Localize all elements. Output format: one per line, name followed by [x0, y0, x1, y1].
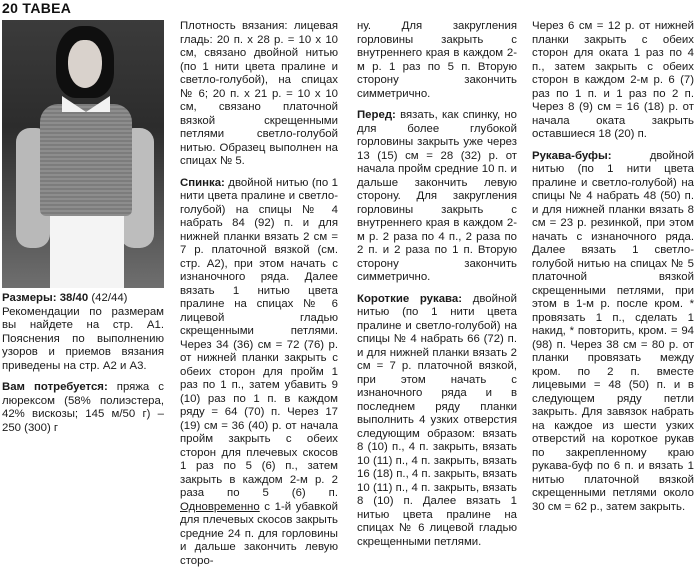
materials-label: Вам потребуется:: [2, 381, 108, 393]
puff-heading: Рукава-буфы:: [532, 149, 612, 162]
trousers: [50, 216, 124, 288]
sizes-alt: (42/44): [88, 292, 128, 304]
column-4: [532, 20, 694, 522]
sizes-text: Рекомендации по размерам вы найдете на стр. А1. Пояснения по выполнению узоров и приемов вязания приведены на стр. А2 и А3.: [2, 305, 164, 372]
back-heading: Спинка:: [180, 176, 225, 189]
sweater: [40, 104, 132, 216]
density-paragraph: Плотность вязания: лицевая гладь: 20 п. x 28 р. = 10 x 10 см, связано двойной нитью (по 1 нити цвета пралине и светло-голубой), на спицах № 6; 20 п. x 21 р. = 10 x 10 см, связано платочной вязкой скрещенными петлями светло-голубой нитью. Образец выполнен на спицах № 5.: [180, 20, 338, 167]
puff-text: двойной нитью (по 1 нити цвета пралине и светло-голубой) на спицы № 4 набрать 48 (50) п. и для нижней планки вязать 8 см = 23 р. резинкой, при этом начать с изнаночного ряда. Далее вязать 1 светло-голубой нитью на спицах № 5 платочной вязкой скрещенными петлями, при этом в 1-м р. после кром. * провязать 1 п., сделать 1 накид, * повторить, кром. = 94 (98) п. Через 38 см = 80 р. от планки провязать между кром. по 2 п. вместе лицевыми = 48 (50) п. и в следующем ряду петли закрыть. Для завязок набрать на каждое из шести узких отверстий на короткое рукав по закрепленному краю рукава-буф по 6 п. и вязать 1 нитью платочной вязкой скрещенными петлями около 30 см = 62 р., затем закрыть.: [532, 149, 694, 513]
puff-paragraph: [532, 150, 694, 515]
column-3: [357, 20, 517, 557]
front-paragraph: [357, 109, 517, 285]
model-photo: [2, 20, 164, 288]
column-1: [2, 292, 164, 443]
face: [68, 40, 102, 88]
back-paragraph: [180, 177, 338, 569]
materials-text: пряжа с люрексом (58% полиэстера, 42% вискозы; 145 м/50 г) – 250 (300) г: [2, 381, 164, 434]
back-end: с 1-й убавкой для плечевых скосов закрыть средние 24 п. для горловины и дальше закончить левую сторо-: [180, 500, 338, 567]
front-heading: Перед:: [357, 109, 396, 121]
column-2: [180, 20, 338, 576]
back-text: двойной нитью (по 1 нити цвета пралине и светло-голубой) на спицы № 4 набрать 84 (92) п. и для нижней планки вязать 2 см = 7 р. платочной вязкой (см. стр. А2), при этом начать с изнаночного ряда. Далее вязать 1 нитью цвета пралине на спицах № 6 лицевой гладью скрещенными петлями. Через 34 (36) см = 72 (76) р. от нижней планки закрыть с обеих сторон для пройм 1 раз по 1 п., затем убавить 9 (10) раз по 1 п. в каждом ряду = 64 (70) п. Через 17 (19) см = 36 (40) р. от начала пройм закрыть с обеих сторон для плечевых скосов 1 раз по 5 (6) п., затем закрыть в каждом 2-м р. 2 раза по 5 (6) п.: [180, 176, 338, 499]
pattern-title: 20 ТАВЕА: [2, 0, 72, 16]
sleeves-paragraph: [357, 293, 517, 550]
neck-paragraph: ну. Для закругления горловины закрыть с внутреннего края в каждом 2-м р. 1 раз по 5 п. Вторую сторону закончить симметрично.: [357, 20, 517, 100]
front-text: вязать, как спинку, но для более глубокой горловины закрыть уже через 13 (15) см = 28 (32) р. от начала пройм средние 10 п. и дальше закончить левую сторону. Для закругления горловины закрыть с внутреннего края в каждом 2-м р. 2 раза по 4 п., 2 раза по 2 п. и 2 раза по 1 п. Вторую сторону закончить симметрично.: [357, 109, 517, 283]
sleeves-heading: Короткие рукава:: [357, 292, 463, 305]
materials-paragraph: [2, 381, 164, 435]
cap-paragraph: Через 6 см = 12 р. от нижней планки закрыть с обеих сторон для оката 1 раз по 4 п., затем закрыть с обеих сторон в каждом 2-м р. 6 (7) раз по 1 п. и 1 раз по 2 п. Через 8 (9) см = 16 (18) р. от начала оката закрыть оставшиеся 18 (20) п.: [532, 20, 694, 140]
sizes-value: 38/40: [56, 292, 89, 304]
sizes-paragraph: [2, 292, 164, 373]
sleeves-text: двойной нитью (по 1 нити цвета пралине и светло-голубой) на спицы № 4 набрать 66 (72) п. и для нижней планки вязать 2 см = 7 р. платочной вязкой, при этом начать с изнаночного ряда и в последнем ряду планки выполнить 4 узких отверстия следующим образом: вязать 8 (10) п., 4 п. закрыть, вязать 10 (11) п., 4 п. закрыть, вязать 16 (18) п., 4 п. закрыть, вязать 10 (11) п., 4 п. закрыть, вязать 8 (10) п. Далее вязать 1 нитью цвета пралине на спицах № 6 лицевой гладью скрещенными петлями.: [357, 292, 518, 548]
sizes-label: Размеры:: [2, 292, 57, 304]
back-underlined: Одновременно: [180, 500, 260, 513]
